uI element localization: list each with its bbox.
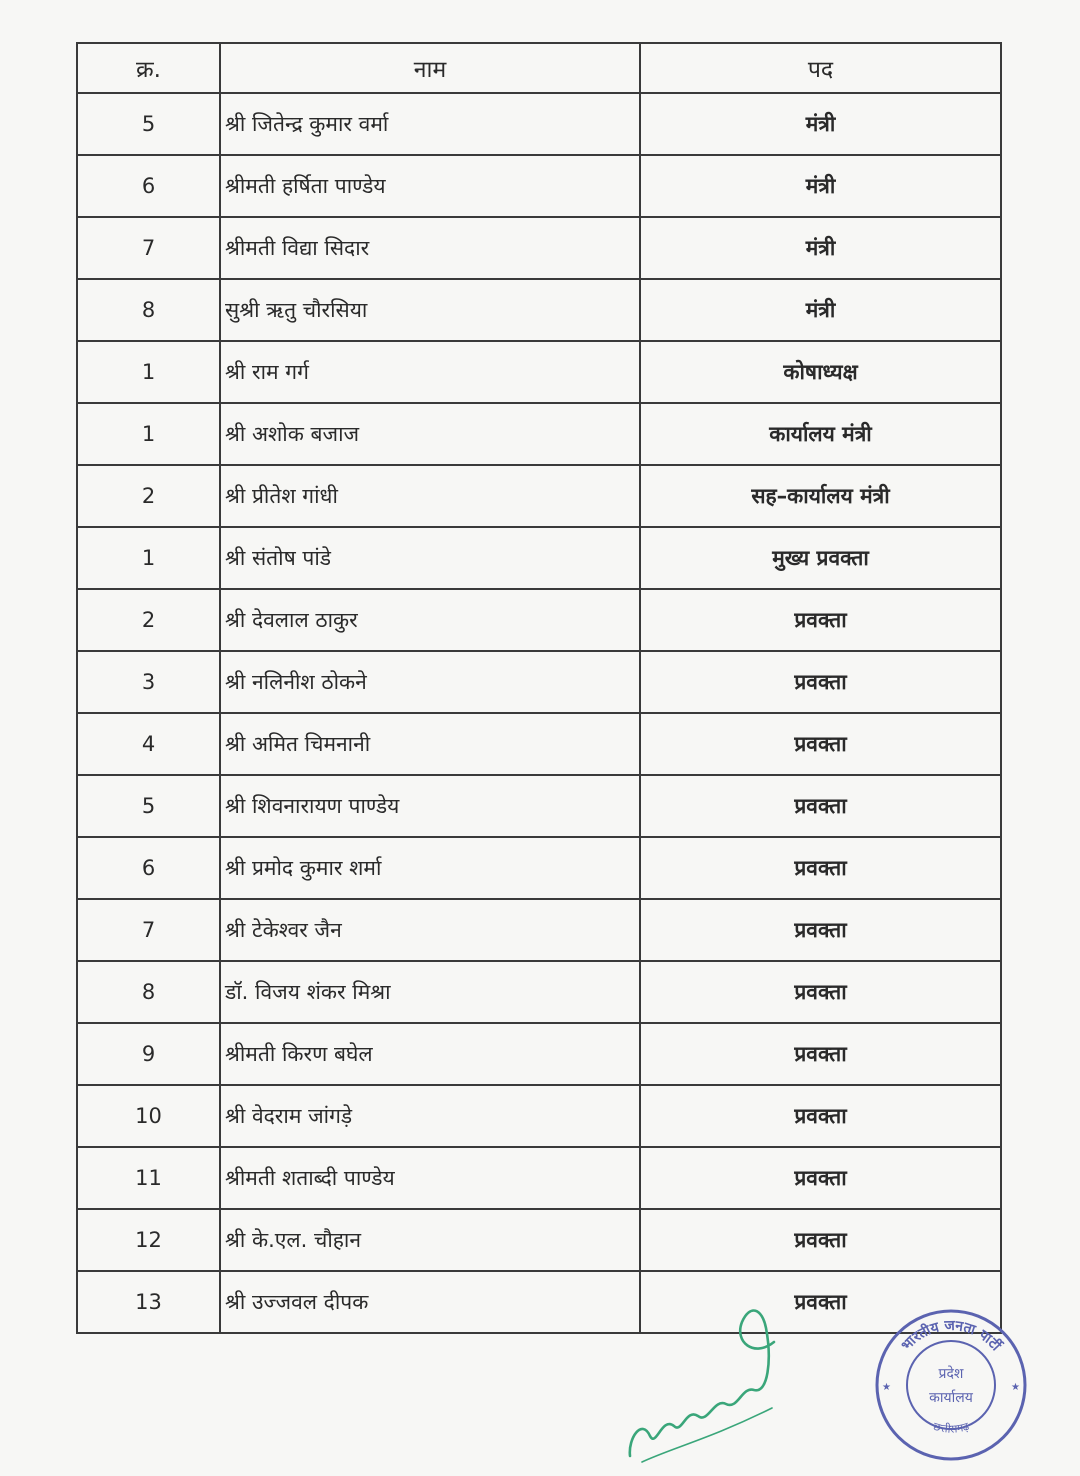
row-post: प्रवक्ता: [640, 837, 1001, 899]
table-row: [77, 93, 1001, 155]
table-row: [77, 155, 1001, 217]
row-number: 7: [77, 899, 220, 961]
signature-stroke: [630, 1311, 774, 1456]
row-name: श्री अशोक बजाज: [220, 403, 640, 465]
row-post: प्रवक्ता: [640, 651, 1001, 713]
row-number: 6: [77, 837, 220, 899]
row-number: 13: [77, 1271, 220, 1333]
row-name: श्री प्रीतेश गांधी: [220, 465, 640, 527]
row-name: सुश्री ऋतु चौरसिया: [220, 279, 640, 341]
table-row: [77, 1271, 1001, 1333]
seal-bottom-text: छत्तीसगढ़: [931, 1419, 971, 1436]
seal-center-line2: कार्यालय: [929, 1390, 973, 1406]
row-number: 6: [77, 155, 220, 217]
row-number: 12: [77, 1209, 220, 1271]
row-post: प्रवक्ता: [640, 1147, 1001, 1209]
row-post: प्रवक्ता: [640, 1209, 1001, 1271]
row-number: 2: [77, 465, 220, 527]
row-name: श्री अमित चिमनानी: [220, 713, 640, 775]
star-icon: ★: [1011, 1382, 1020, 1393]
table-row: [77, 217, 1001, 279]
row-post: कोषाध्यक्ष: [640, 341, 1001, 403]
table-row: [77, 899, 1001, 961]
party-office-seal: [872, 1306, 1030, 1464]
members-table: [76, 42, 1002, 1334]
table-row: [77, 1209, 1001, 1271]
row-name: श्री के.एल. चौहान: [220, 1209, 640, 1271]
table-row: [77, 527, 1001, 589]
row-name: डॉ. विजय शंकर मिश्रा: [220, 961, 640, 1023]
row-post: मंत्री: [640, 217, 1001, 279]
seal-center-line1: प्रदेश: [938, 1366, 964, 1382]
table-row: [77, 651, 1001, 713]
row-number: 5: [77, 775, 220, 837]
header-number: क्र.: [77, 43, 220, 93]
row-number: 8: [77, 961, 220, 1023]
row-number: 9: [77, 1023, 220, 1085]
row-number: 8: [77, 279, 220, 341]
row-name: श्री वेदराम जांगड़े: [220, 1085, 640, 1147]
row-post: प्रवक्ता: [640, 961, 1001, 1023]
row-name: श्रीमती विद्या सिदार: [220, 217, 640, 279]
row-name: श्री जितेन्द्र कुमार वर्मा: [220, 93, 640, 155]
table-body: [77, 93, 1001, 1333]
table-header-row: [77, 43, 1001, 93]
row-name: श्री प्रमोद कुमार शर्मा: [220, 837, 640, 899]
table-row: [77, 1023, 1001, 1085]
row-number: 1: [77, 403, 220, 465]
table-row: [77, 713, 1001, 775]
row-name: श्री नलिनीश ठोकने: [220, 651, 640, 713]
row-post: कार्यालय मंत्री: [640, 403, 1001, 465]
row-number: 4: [77, 713, 220, 775]
row-name: श्री शिवनारायण पाण्डेय: [220, 775, 640, 837]
table-row: [77, 589, 1001, 651]
row-name: श्री संतोष पांडे: [220, 527, 640, 589]
row-number: 3: [77, 651, 220, 713]
row-post: मंत्री: [640, 93, 1001, 155]
table-row: [77, 837, 1001, 899]
row-name: श्री देवलाल ठाकुर: [220, 589, 640, 651]
row-name: श्री टेकेश्वर जैन: [220, 899, 640, 961]
row-number: 1: [77, 341, 220, 403]
table-row: [77, 279, 1001, 341]
row-post: मंत्री: [640, 155, 1001, 217]
row-number: 1: [77, 527, 220, 589]
row-post: प्रवक्ता: [640, 775, 1001, 837]
header-post: पद: [640, 43, 1001, 93]
signature: [622, 1298, 792, 1468]
row-post: मंत्री: [640, 279, 1001, 341]
row-name: श्रीमती हर्षिता पाण्डेय: [220, 155, 640, 217]
row-post: प्रवक्ता: [640, 1023, 1001, 1085]
row-post: सह–कार्यालय मंत्री: [640, 465, 1001, 527]
table-row: [77, 1085, 1001, 1147]
row-name: श्रीमती किरण बघेल: [220, 1023, 640, 1085]
row-post: प्रवक्ता: [640, 589, 1001, 651]
table-row: [77, 403, 1001, 465]
row-number: 7: [77, 217, 220, 279]
header-name: नाम: [220, 43, 640, 93]
row-post: प्रवक्ता: [640, 713, 1001, 775]
table-row: [77, 775, 1001, 837]
table-row: [77, 341, 1001, 403]
row-name: श्री राम गर्ग: [220, 341, 640, 403]
table-row: [77, 1147, 1001, 1209]
row-number: 5: [77, 93, 220, 155]
table-row: [77, 465, 1001, 527]
star-icon: ★: [882, 1382, 891, 1393]
seal-ring-text: भारतीय जनता पार्टी: [898, 1317, 1004, 1355]
row-name: श्रीमती शताब्दी पाण्डेय: [220, 1147, 640, 1209]
row-number: 2: [77, 589, 220, 651]
row-number: 11: [77, 1147, 220, 1209]
row-post: प्रवक्ता: [640, 1085, 1001, 1147]
row-name: श्री उज्जवल दीपक: [220, 1271, 640, 1333]
table-row: [77, 961, 1001, 1023]
row-post: प्रवक्ता: [640, 1271, 1001, 1333]
seal-inner-ring: [907, 1341, 995, 1429]
row-number: 10: [77, 1085, 220, 1147]
row-post: मुख्य प्रवक्ता: [640, 527, 1001, 589]
row-post: प्रवक्ता: [640, 899, 1001, 961]
